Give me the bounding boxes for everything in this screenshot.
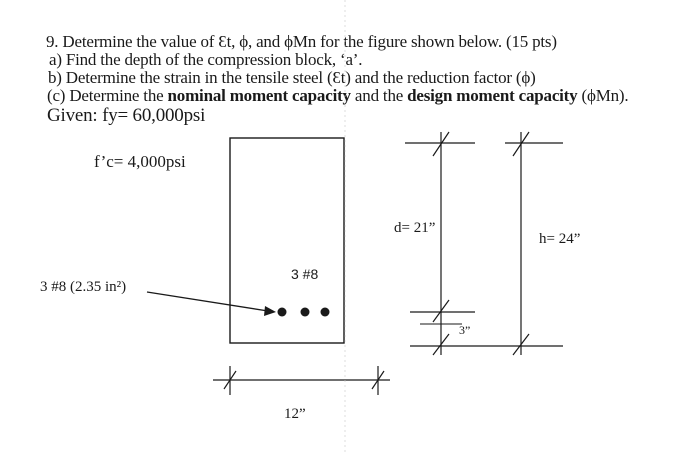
fy-value: fy= 60,000psi — [102, 105, 206, 126]
width-label: 12” — [284, 406, 306, 422]
part-c-text-2: and the — [350, 86, 408, 105]
part-c-bold-nominal: nominal moment capacity — [167, 86, 351, 105]
problem-part-b: b) Determine the strain in the tensile steel (Ɛt) and the reduction factor (ϕ) — [48, 68, 536, 87]
rebar-dot-1 — [278, 308, 287, 317]
rebar-dot-3 — [321, 308, 330, 317]
cover-label: 3” — [459, 323, 471, 337]
bars-label: 3 #8 — [291, 266, 319, 282]
problem-line-1: 9. Determine the value of Ɛt, ϕ, and ϕMn for the figure shown below. (15 pts) — [46, 32, 557, 51]
steel-area-label: 3 #8 (2.35 in²) — [40, 279, 127, 295]
part-c-text-3: (ϕMn). — [577, 86, 629, 105]
h-label: h= 24” — [539, 231, 581, 247]
part-c-bold-design: design moment capacity — [407, 86, 578, 105]
steel-leader-arrowhead — [264, 306, 276, 316]
part-c-text-1: (c) Determine the — [47, 86, 168, 105]
given-prefix: Given: — [47, 105, 103, 126]
steel-leader-line — [147, 292, 268, 311]
given-fc: f’c= 4,000psi — [94, 152, 186, 171]
rebar-dot-2 — [301, 308, 310, 317]
problem-part-a: a) Find the depth of the compression block, ‘a’. — [49, 50, 363, 69]
d-label: d= 21” — [394, 220, 436, 236]
